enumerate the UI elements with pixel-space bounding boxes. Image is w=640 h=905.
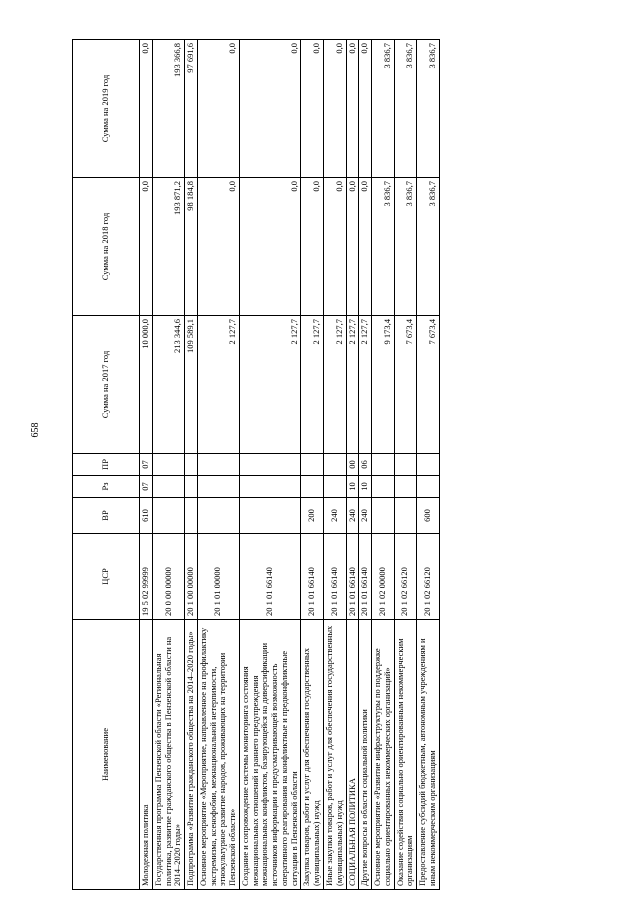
table-body [140,40,440,890]
cell-sum-2019: 3 836,7 [417,40,440,178]
cell-vr [197,498,239,534]
cell-name: Государственная программа Пензенской области «Региональная политика, развитие гражданского общества в Пензенской области на 2014–2020 годы» [152,620,184,890]
cell-sum-2017: 10 000,0 [140,316,153,454]
cell-name: Закупка товаров, работ и услуг для обеспечения государственных (муниципальных) нужд [301,620,324,890]
table-row [185,40,198,890]
table-row [152,40,184,890]
cell-sum-2018: 0,0 [346,178,359,316]
cell-csr: 20 1 02 00000 [372,534,395,620]
cell-rz: 10 [359,476,372,498]
cell-vr [372,498,395,534]
cell-csr: 20 1 02 66120 [394,534,417,620]
table-row [394,40,417,890]
cell-sum-2017: 2 127,7 [197,316,239,454]
table-row [372,40,395,890]
cell-vr: 600 [417,498,440,534]
cell-csr: 20 0 00 00000 [152,534,184,620]
table-row [140,40,153,890]
cell-vr [152,498,184,534]
cell-name: Иные закупки товаров, работ и услуг для обеспечения государственных (муниципальных) нужд [324,620,347,890]
cell-rz [185,476,198,498]
table-row [301,40,324,890]
cell-pr [185,454,198,476]
cell-rz: 07 [140,476,153,498]
cell-name: Молодежная политика [140,620,153,890]
header-rz: Рз [73,476,140,498]
cell-sum-2017: 7 673,4 [417,316,440,454]
table-header-row [73,40,140,890]
cell-rz [152,476,184,498]
cell-csr: 20 1 02 66120 [417,534,440,620]
cell-rz: 10 [346,476,359,498]
cell-sum-2019: 0,0 [346,40,359,178]
cell-sum-2017: 2 127,7 [324,316,347,454]
cell-sum-2019: 0,0 [140,40,153,178]
table-row [359,40,372,890]
cell-rz [324,476,347,498]
cell-sum-2019: 0,0 [239,40,301,178]
cell-pr: 07 [140,454,153,476]
cell-sum-2017: 213 344,6 [152,316,184,454]
cell-sum-2019: 193 366,8 [152,40,184,178]
cell-sum-2019: 0,0 [324,40,347,178]
cell-sum-2019: 97 691,6 [185,40,198,178]
header-sum-2017: Сумма на 2017 год [73,316,140,454]
header-vr: ВР [73,498,140,534]
cell-pr [324,454,347,476]
cell-sum-2017: 2 127,7 [301,316,324,454]
cell-vr [239,498,301,534]
cell-sum-2019: 0,0 [359,40,372,178]
cell-rz [417,476,440,498]
rotated-page [72,40,582,890]
cell-sum-2018: 0,0 [359,178,372,316]
cell-sum-2017: 2 127,7 [359,316,372,454]
cell-sum-2018: 3 836,7 [372,178,395,316]
cell-sum-2018: 0,0 [324,178,347,316]
cell-name: Предоставление субсидий бюджетным, автономным учреждениям и иным некоммерческим организациям [417,620,440,890]
cell-csr: 20 1 01 66140 [324,534,347,620]
cell-sum-2018: 0,0 [301,178,324,316]
cell-name: Основное мероприятие «Мероприятие, направленное на профилактику экстремизма, ксенофобии, межнациональной нетерпимости, этнокультурное развитие народов, проживающих на территории Пензенской области» [197,620,239,890]
cell-rz [372,476,395,498]
cell-sum-2017: 9 173,4 [372,316,395,454]
cell-csr: 20 1 01 66140 [346,534,359,620]
table-row [346,40,359,890]
cell-sum-2017: 2 127,7 [239,316,301,454]
cell-name: СОЦИАЛЬНАЯ ПОЛИТИКА [346,620,359,890]
cell-vr: 240 [346,498,359,534]
table-row [239,40,301,890]
cell-sum-2019: 0,0 [301,40,324,178]
cell-rz [197,476,239,498]
header-csr: ЦСР [73,534,140,620]
cell-pr [372,454,395,476]
header-sum-2019: Сумма на 2019 год [73,40,140,178]
cell-sum-2018: 0,0 [140,178,153,316]
cell-vr [394,498,417,534]
cell-rz [301,476,324,498]
table-row [197,40,239,890]
cell-sum-2018: 193 871,2 [152,178,184,316]
cell-csr: 20 1 01 66140 [301,534,324,620]
cell-rz [239,476,301,498]
header-sum-2018: Сумма на 2018 год [73,178,140,316]
cell-sum-2017: 7 673,4 [394,316,417,454]
cell-vr: 240 [359,498,372,534]
cell-pr [197,454,239,476]
table-row [324,40,347,890]
cell-pr [394,454,417,476]
cell-sum-2019: 3 836,7 [372,40,395,178]
cell-csr: 20 1 01 66140 [239,534,301,620]
cell-sum-2018: 0,0 [197,178,239,316]
cell-csr: 19 5 02 99999 [140,534,153,620]
cell-sum-2018: 98 184,8 [185,178,198,316]
cell-pr: 06 [359,454,372,476]
cell-csr: 20 1 01 00000 [197,534,239,620]
cell-sum-2017: 2 127,7 [346,316,359,454]
cell-csr: 20 1 01 66140 [359,534,372,620]
cell-vr [185,498,198,534]
cell-sum-2019: 0,0 [197,40,239,178]
page-number: 658 [30,422,41,438]
cell-name: Другие вопросы в области социальной политики [359,620,372,890]
cell-name: Оказание содействия социально ориентированным некоммерческим организациям [394,620,417,890]
cell-sum-2018: 0,0 [239,178,301,316]
cell-name: Подпрограмма «Развитие гражданского общества на 2014–2020 годы» [185,620,198,890]
cell-vr: 610 [140,498,153,534]
cell-pr [152,454,184,476]
header-pr: ПР [73,454,140,476]
cell-vr: 240 [324,498,347,534]
cell-pr [239,454,301,476]
header-name: Наименование [73,620,140,890]
budget-table [72,39,440,890]
cell-sum-2017: 109 589,1 [185,316,198,454]
cell-pr [301,454,324,476]
cell-vr: 200 [301,498,324,534]
cell-sum-2018: 3 836,7 [417,178,440,316]
cell-csr: 20 1 00 00000 [185,534,198,620]
cell-sum-2018: 3 836,7 [394,178,417,316]
table-row [417,40,440,890]
cell-name: Создание и сопровождение системы мониторинга состояния межнациональных отношений и раннего предупреждения межнациональных конфликтов, базирующейся на диверсификации источников информации и предусматривающей возможность оперативного реагирования на конфликтные и предконфликтные ситуации в Пензенской области [239,620,301,890]
cell-sum-2019: 3 836,7 [394,40,417,178]
cell-pr [417,454,440,476]
cell-rz [394,476,417,498]
cell-name: Основное мероприятие «Развитие инфраструктуры по поддержке социально ориентированных некоммерческих организаций» [372,620,395,890]
cell-pr: 00 [346,454,359,476]
